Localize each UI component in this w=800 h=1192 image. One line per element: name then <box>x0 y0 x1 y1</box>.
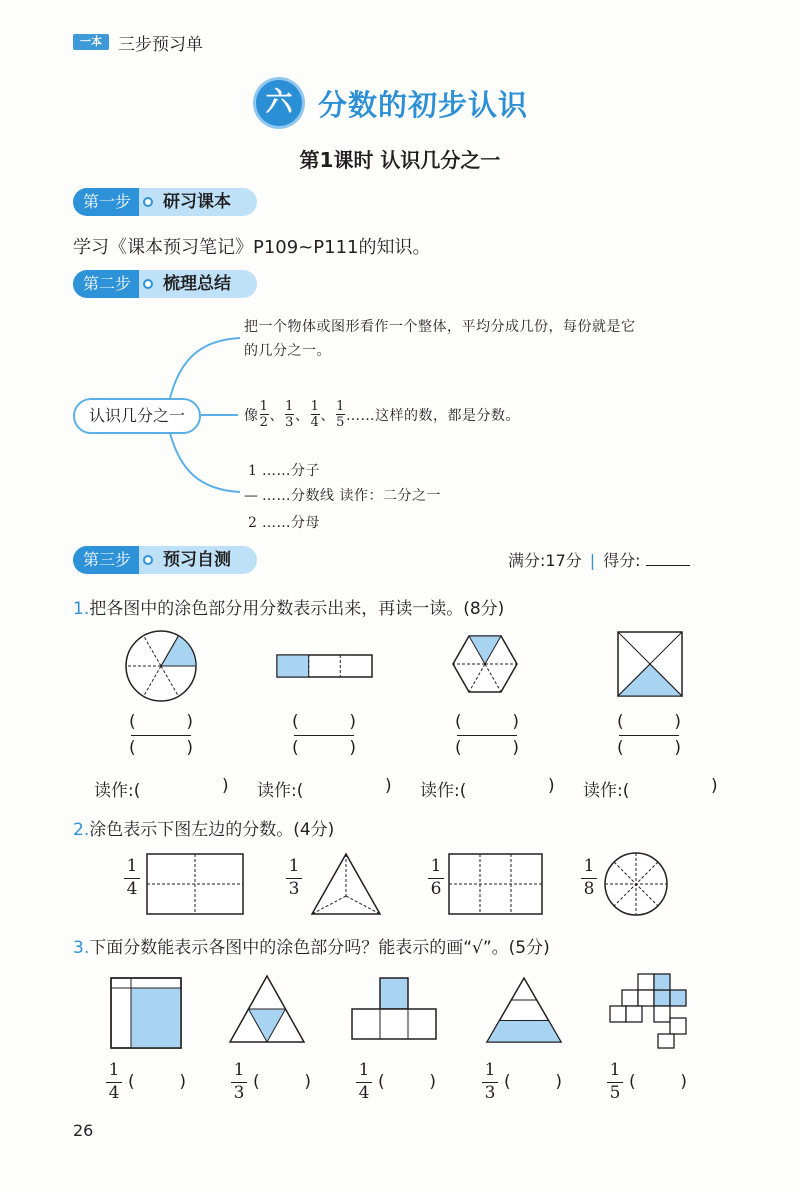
score-total: 满分:17分 <box>508 551 582 570</box>
mindmap-definition-line2: 的几分之一。 <box>244 343 331 359</box>
step3-tag: 第三步 <box>73 546 139 574</box>
q1-hexagon-figure <box>453 636 517 692</box>
step1-dot-icon <box>143 197 153 207</box>
score-box <box>508 548 690 571</box>
q2-six-part-rectangle-figure <box>449 854 542 914</box>
q2-fraction: 1 4 <box>124 858 140 899</box>
example-fraction: $\frac{1}{2}$ <box>259 399 269 430</box>
q3-check-blank[interactable]: ( ) <box>378 1072 436 1093</box>
example-fraction: $\frac{1}{3}$ <box>285 399 294 430</box>
q3-answer-item[interactable] <box>106 1062 186 1103</box>
q3-number: 3. <box>73 938 90 958</box>
q2-text: 涂色表示下图左边的分数。(4分) <box>89 820 335 840</box>
q3-answer-item[interactable] <box>356 1062 436 1103</box>
q3-check-blank[interactable]: ( ) <box>504 1072 562 1093</box>
q3-answer-item[interactable] <box>482 1062 562 1103</box>
q2-fraction: 1 8 <box>581 858 597 899</box>
q2-prompt <box>73 815 334 840</box>
q3-answer-item[interactable] <box>607 1062 687 1103</box>
q3-layered-triangle-figure <box>487 978 561 1042</box>
examples-separator: 、 <box>269 407 284 424</box>
q3-fraction: 1 4 <box>106 1062 122 1103</box>
q1-circle-figure <box>126 631 196 701</box>
unit-number-badge: 六 <box>256 80 302 126</box>
q1-read-answer[interactable]: 读作:( ) <box>257 776 392 801</box>
q3-fraction: 1 5 <box>607 1062 623 1103</box>
q1-read-answer[interactable]: 读作:( ) <box>420 776 555 801</box>
brand-title: 三步预习单 <box>118 35 203 55</box>
q1-answer-fraction[interactable]: ( ) ( ) <box>292 712 356 758</box>
score-separator: | <box>589 551 596 570</box>
example-fraction: $\frac{1}{5}$ <box>336 399 345 430</box>
q3-triangle-figure <box>230 976 304 1042</box>
q2-rectangle-figure <box>147 854 243 914</box>
step2-tag: 第二步 <box>73 270 139 298</box>
step3-label: 预习自测 <box>163 550 231 570</box>
q1-bar-figure <box>277 655 372 677</box>
q3-check-blank[interactable]: ( ) <box>253 1072 311 1093</box>
step2-label: 梳理总结 <box>163 274 231 294</box>
step3-pill <box>73 546 257 574</box>
q3-fraction: 1 3 <box>482 1062 498 1103</box>
score-input[interactable] <box>646 551 690 566</box>
step3-dot-icon <box>143 555 153 565</box>
mindmap-examples <box>244 400 520 429</box>
brand-badge: 一本 <box>73 34 109 50</box>
q3-check-blank[interactable]: ( ) <box>629 1072 687 1093</box>
page-number: 26 <box>73 1121 94 1140</box>
q3-figures <box>0 968 800 1052</box>
examples-suffix: ……这样的数，都是分数。 <box>346 407 520 424</box>
q2-circle-figure <box>605 853 667 915</box>
q3-fraction: 1 3 <box>231 1062 247 1103</box>
q2-fraction: 1 3 <box>286 858 302 899</box>
mindmap-definition-line1: 把一个物体或图形看作一个整体，平均分成几份，每份就是它 <box>244 319 636 335</box>
examples-separator: 、 <box>320 407 335 424</box>
q2-fraction: 1 6 <box>428 858 444 899</box>
q3-prompt <box>73 933 550 958</box>
q3-text: 下面分数能表示各图中的涂色部分吗？能表示的画“√”。(5分) <box>89 938 550 958</box>
mindmap-part-denominator: 2 ……分母 <box>248 515 320 531</box>
q3-fraction: 1 4 <box>356 1062 372 1103</box>
q1-figures <box>0 628 800 704</box>
q3-check-blank[interactable]: ( ) <box>128 1072 186 1093</box>
q1-square-figure <box>618 632 682 696</box>
q2-figures[interactable] <box>0 850 800 920</box>
q1-read-answer[interactable]: 读作:( ) <box>583 776 718 801</box>
q3-cross-figure <box>610 974 686 1048</box>
q1-answer-fraction[interactable]: ( ) ( ) <box>455 712 519 758</box>
mindmap-part-fraction-line: — ……分数线 读作：二分之一 <box>244 488 441 504</box>
score-got-label: 得分: <box>603 551 641 570</box>
lesson-title: 第1课时 认识几分之一 <box>299 148 501 172</box>
mindmap-part-numerator: 1 ……分子 <box>248 463 320 479</box>
q1-answer-fraction[interactable]: ( ) ( ) <box>617 712 681 758</box>
q2-number: 2. <box>73 820 90 840</box>
step2-dot-icon <box>143 279 153 289</box>
q3-answer-item[interactable] <box>231 1062 311 1103</box>
q3-t-shape-figure <box>352 978 436 1039</box>
step1-label: 研习课本 <box>163 192 231 212</box>
unit-title: 分数的初步认识 <box>318 88 529 122</box>
q1-number: 1. <box>73 599 90 619</box>
q1-prompt <box>73 594 504 619</box>
step1-tag: 第一步 <box>73 188 139 216</box>
examples-separator: 、 <box>295 407 310 424</box>
q1-answer-fraction[interactable]: ( ) ( ) <box>129 712 193 758</box>
step1-pill <box>73 188 257 216</box>
examples-prefix: 像 <box>244 407 259 424</box>
step1-text: 学习《课本预习笔记》P109~P111的知识。 <box>73 237 431 258</box>
q3-rectangle-figure <box>111 978 181 1048</box>
q1-read-answer[interactable]: 读作:( ) <box>94 776 229 801</box>
q2-triangle-figure <box>312 854 380 914</box>
q1-text: 把各图中的涂色部分用分数表示出来，再读一读。(8分) <box>89 599 505 619</box>
step2-pill <box>73 270 257 298</box>
example-fraction: $\frac{1}{4}$ <box>310 399 320 430</box>
mindmap-center: 认识几分之一 <box>73 398 201 434</box>
